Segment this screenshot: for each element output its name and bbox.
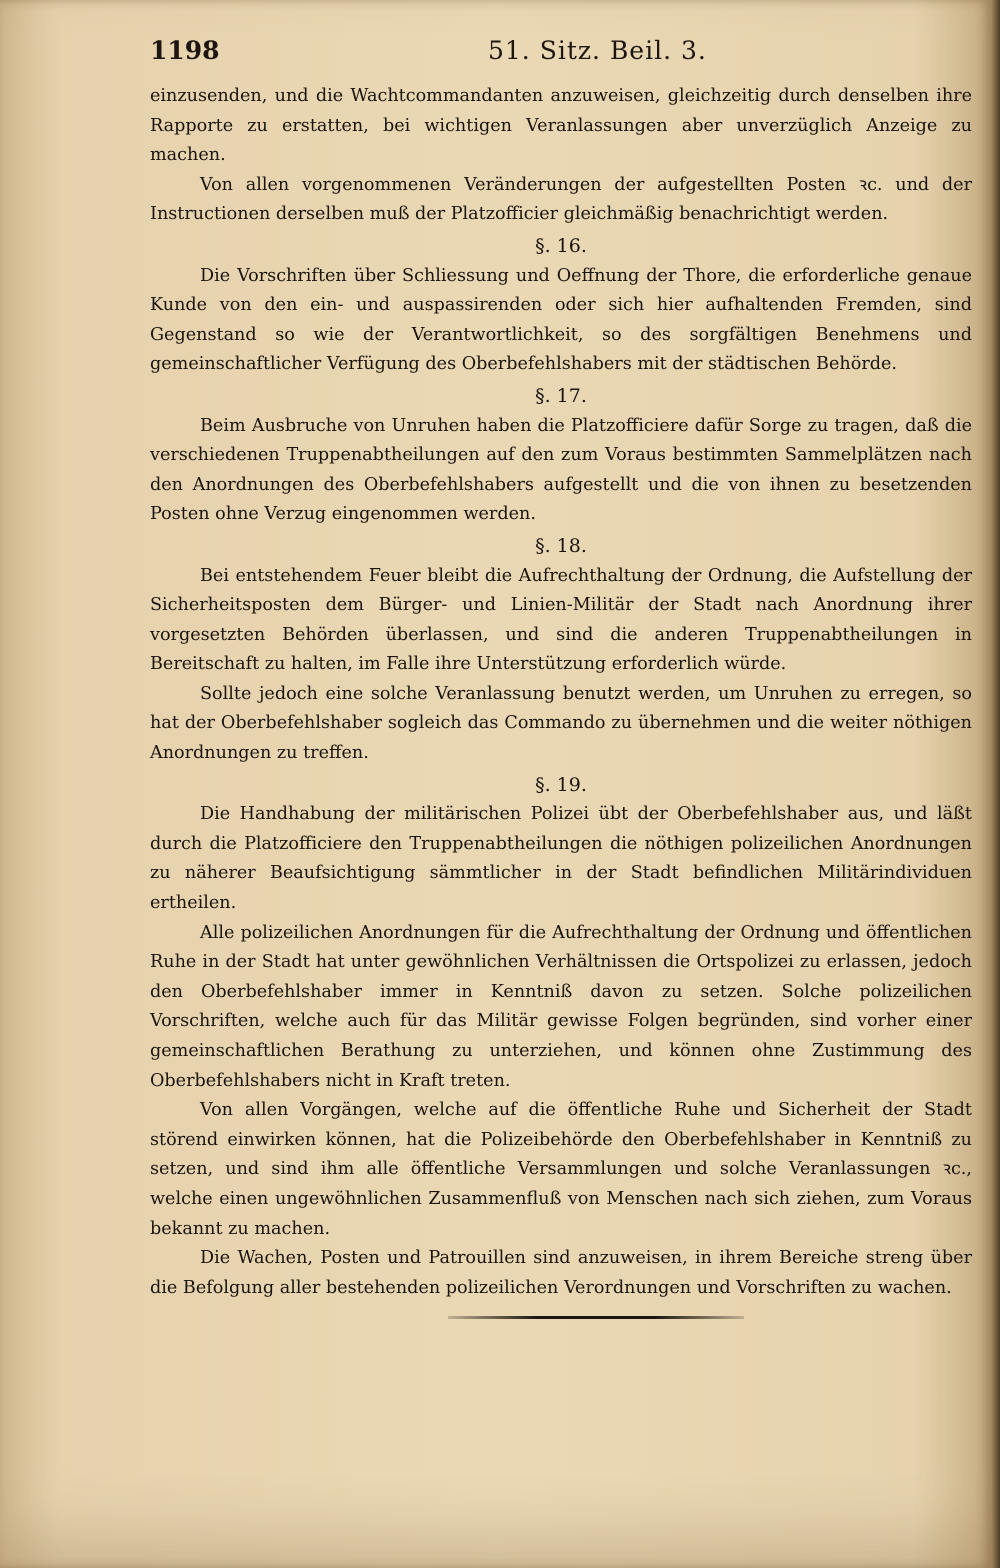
paragraph: Die Handhabung der militärischen Polizei übt der Oberbefehlshaber aus, und läßt durch die Platzofficiere den Truppenabtheilungen die nöthigen polizeilichen Anordnungen zu näherer Beaufsichtigung sämmtlicher in der Stadt befindlichen Militärindividuen ertheilen. xyxy=(150,804,972,914)
paragraph: einzusenden, und die Wachtcommandanten anzuweisen, gleichzeitig durch denselben ihre Rapporte zu erstatten, bei wichtigen Veranlassungen aber unverzüglich Anzeige zu machen. xyxy=(150,86,972,166)
page-header xyxy=(150,36,970,70)
paragraph: Sollte jedoch eine solche Veranlassung benutzt werden, um Unruhen zu erregen, so hat der Oberbefehlshaber sogleich das Commando zu übernehmen und die weiter nöthigen Anordnungen zu treffen. xyxy=(150,683,972,764)
section-heading: §. 16. xyxy=(535,234,587,257)
paragraph: Alle polizeilichen Anordnungen für die Aufrechthaltung der Ordnung und öffentlichen Ruhe in der Stadt hat unter gewöhnlichen Verhältnissen die Ortspolizei zu erlassen, jedoch den Oberbefehlshaber immer in Kenntniß davon zu setzen. Solche polizeilichen Vorschriften, welche auch für das Militär gewisse Folgen begründen, sind vorher einer gemeinschaftlichen Berathung zu unterziehen, und können ohne Zustimmung des Oberbefehlshabers nicht in Kraft treten. xyxy=(150,922,972,1091)
section-heading: §. 17. xyxy=(535,384,587,407)
paragraph: Die Vorschriften über Schliessung und Oeffnung der Thore, die erforderliche genaue Kunde von den ein- und auspassirenden oder sich hier aufhaltenden Fremden, sind Gegenstand so wie der Verantwortlichkeit, so des sorgfältigen Benehmens und gemeinschaftlicher Verfügung des Oberbefehlshabers mit der städtischen Behörde. xyxy=(150,265,972,375)
paragraph: Von allen Vorgängen, welche auf die öffentliche Ruhe und Sicherheit der Stadt störend einwirken können, hat die Polizeibehörde den Oberbefehlshaber in Kenntniß zu setzen, und sind ihm alle öffentliche Versammlungen und solche Veranlassungen ꝛc., welche einen ungewöhnlichen Zusammenfluß von Menschen nach sich ziehen, zum Voraus bekannt zu machen. xyxy=(150,1100,972,1239)
section-heading: §. 19. xyxy=(535,773,587,796)
closing-rule xyxy=(448,1316,744,1319)
paragraph: Bei entstehendem Feuer bleibt die Aufrechthaltung der Ordnung, die Aufstellung der Sicherheitsposten dem Bürger- und Linien-Militär der Stadt nach Anordnung ihrer vorgesetzten Behörden überlassen, und sind die anderen Truppenabtheilungen in Bereitschaft zu halten, im Falle ihre Unterstützung erforderlich würde. xyxy=(150,565,972,675)
paragraph: Die Wachen, Posten und Patrouillen sind anzuweisen, in ihrem Bereiche streng über die Befolgung aller bestehenden polizeilichen Verordnungen und Vorschriften zu wachen. xyxy=(150,1248,972,1298)
page-body xyxy=(150,82,972,1303)
paragraph: Von allen vorgenommenen Veränderungen der aufgestellten Posten ꝛc. und der Instructionen derselben muß der Platzofficier gleichmäßig benachrichtigt werden. xyxy=(150,174,972,225)
page-number: 1198 xyxy=(150,36,220,65)
running-head: 51. Sitz. Beil. 3. xyxy=(488,36,707,65)
paragraph: Beim Ausbruche von Unruhen haben die Platzofficiere dafür Sorge zu tragen, daß die verschiedenen Truppenabtheilungen auf den zum Voraus bestimmten Sammelplätzen nach den Anordnungen des Oberbefehlshabers aufgestellt und die von ihnen zu besetzenden Posten ohne Verzug eingenommen werden. xyxy=(150,415,972,525)
section-heading: §. 18. xyxy=(535,534,587,557)
page-edge-shadow xyxy=(992,0,1000,1568)
